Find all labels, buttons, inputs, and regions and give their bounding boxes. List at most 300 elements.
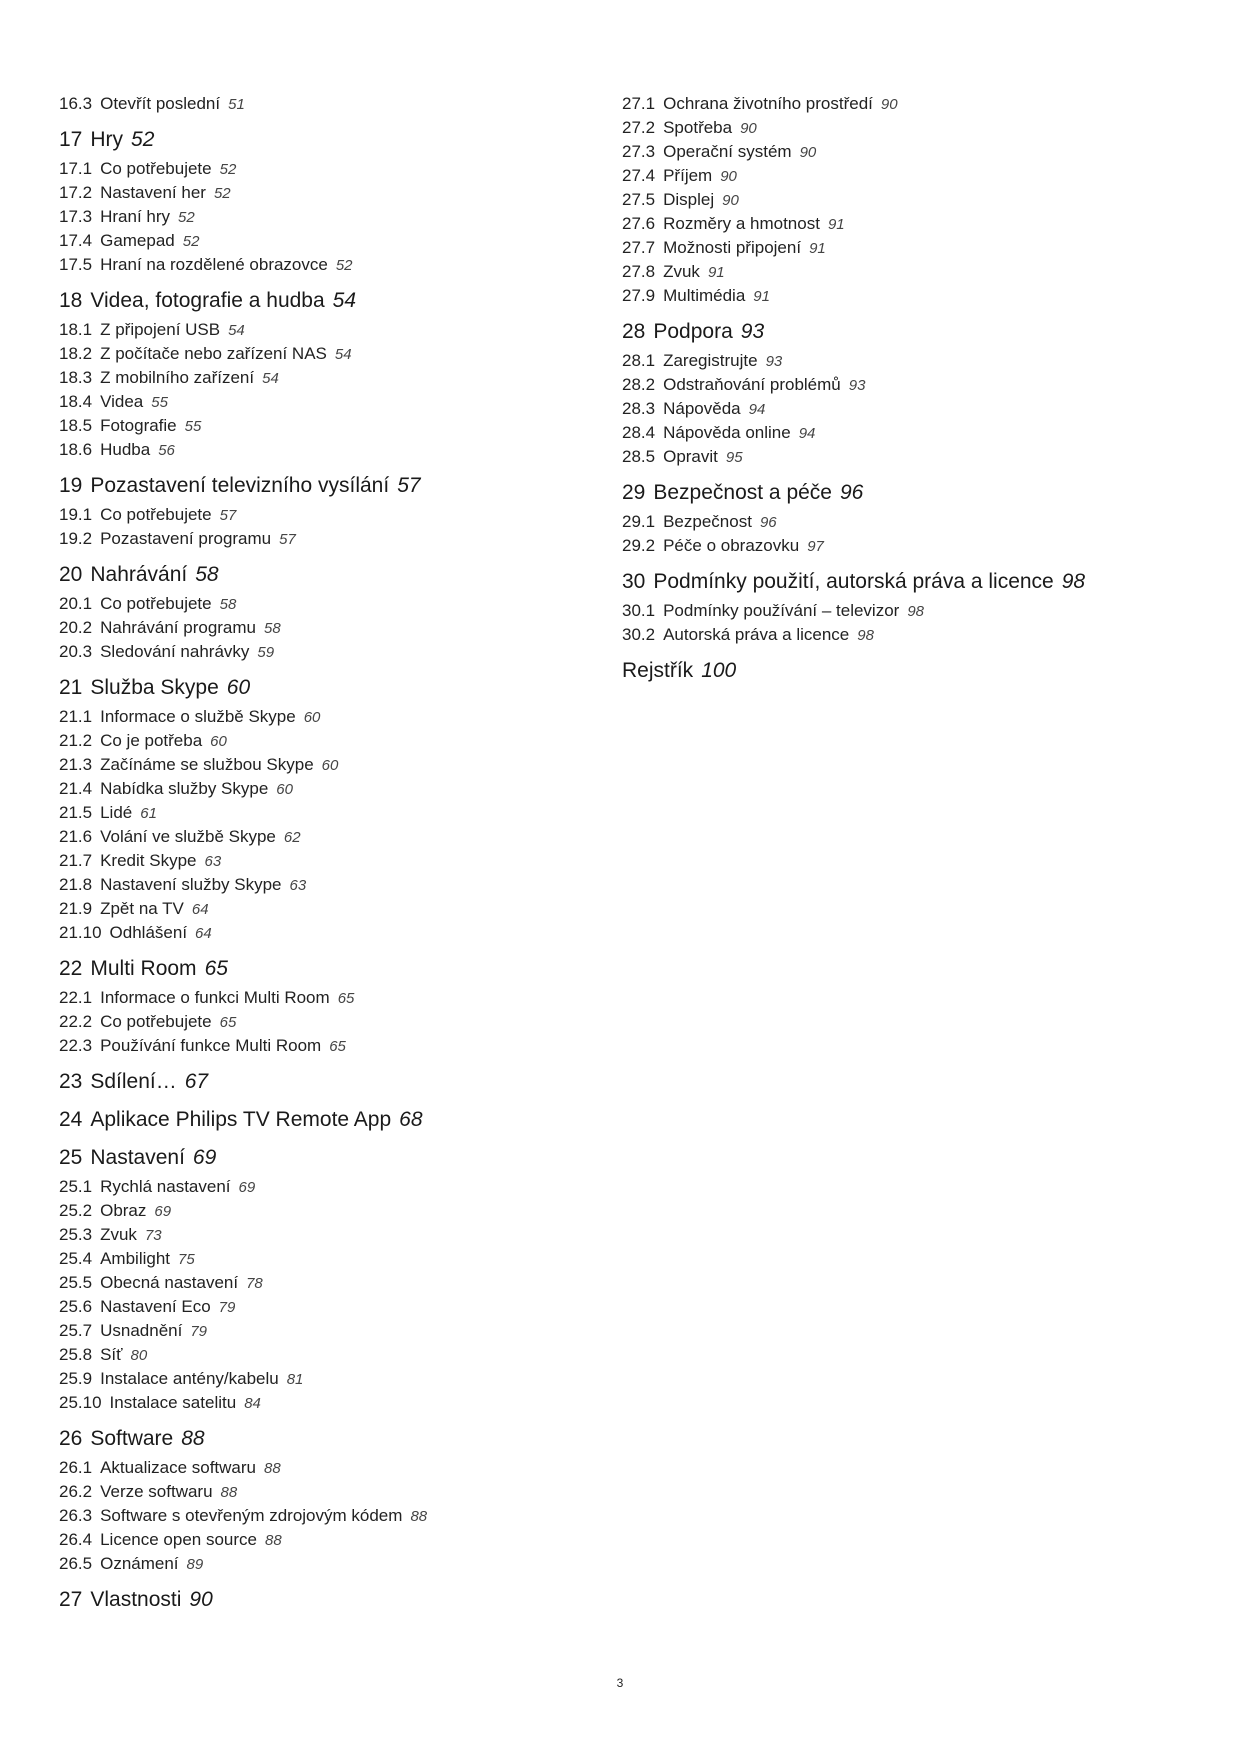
toc-title: Software s otevřeným zdrojovým kódem — [100, 1506, 403, 1525]
toc-number: 30.2 — [622, 625, 656, 644]
toc-number: 25.2 — [59, 1201, 93, 1220]
toc-title: Lidé — [100, 803, 133, 822]
toc-number: 27 — [59, 1588, 83, 1611]
toc-entry[interactable] — [59, 921, 599, 945]
toc-chapter[interactable] — [59, 472, 599, 500]
toc-title: Licence open source — [100, 1530, 257, 1549]
toc-number: 25.9 — [59, 1369, 93, 1388]
toc-chapter[interactable] — [622, 318, 1182, 346]
toc-entry[interactable] — [59, 1319, 599, 1343]
toc-title: Co potřebujete — [100, 159, 212, 178]
toc-title: Hraní na rozdělené obrazovce — [100, 255, 328, 274]
toc-page-number: 91 — [707, 264, 725, 281]
toc-title: Bezpečnost a péče — [653, 481, 832, 504]
toc-entry[interactable] — [59, 705, 599, 729]
toc-title: Odstraňování problémů — [663, 375, 841, 394]
toc-title: Nabídka služby Skype — [100, 779, 269, 798]
toc-page-number: 52 — [182, 233, 200, 250]
toc-entry[interactable] — [59, 1247, 599, 1271]
toc-page-number: 93 — [848, 377, 866, 394]
toc-title: Informace o službě Skype — [100, 707, 296, 726]
toc-page-number: 98 — [1061, 570, 1086, 593]
toc-title: Instalace antény/kabelu — [100, 1369, 279, 1388]
toc-entry[interactable] — [59, 157, 599, 181]
toc-number: 19.2 — [59, 529, 93, 548]
toc-title: Multi Room — [90, 957, 197, 980]
toc-page-number: 94 — [748, 401, 766, 418]
toc-entry[interactable] — [59, 1480, 599, 1504]
toc-page-number: 52 — [219, 161, 237, 178]
toc-page-number: 88 — [181, 1427, 205, 1450]
toc-page-number: 57 — [219, 507, 237, 524]
toc-title: Autorská práva a licence — [663, 625, 850, 644]
toc-number: 21.10 — [59, 923, 102, 942]
toc-chapter[interactable] — [622, 568, 1182, 596]
toc-entry[interactable] — [59, 592, 599, 616]
toc-chapter[interactable] — [59, 1106, 599, 1134]
toc-number: 18.4 — [59, 392, 93, 411]
toc-number: 18.5 — [59, 416, 93, 435]
toc-page-number: 81 — [286, 1371, 304, 1388]
toc-number: 28.5 — [622, 447, 656, 466]
toc-number: 27.2 — [622, 118, 656, 137]
toc-page-number: 58 — [264, 620, 281, 637]
toc-right-column — [622, 92, 1182, 688]
toc-page-number: 65 — [219, 1014, 237, 1031]
toc-chapter[interactable] — [59, 561, 599, 589]
toc-page-number: 60 — [321, 757, 339, 774]
toc-page-number: 73 — [144, 1227, 162, 1244]
toc-title: Vlastnosti — [90, 1588, 182, 1611]
toc-page-number: 65 — [204, 957, 228, 980]
toc-number: 27.5 — [622, 190, 656, 209]
toc-chapter[interactable] — [622, 479, 1182, 507]
toc-number: 18.6 — [59, 440, 93, 459]
toc-entry[interactable] — [59, 229, 599, 253]
toc-number: 24 — [59, 1108, 83, 1131]
toc-page-number: 98 — [857, 627, 874, 644]
toc-title: Odhlášení — [109, 923, 188, 942]
toc-page-number: 64 — [195, 925, 212, 942]
toc-number: 17.4 — [59, 231, 93, 250]
toc-page-number: 51 — [228, 96, 245, 113]
toc-entry[interactable] — [59, 825, 599, 849]
toc-title: Usnadnění — [100, 1321, 183, 1340]
toc-page-number: 88 — [220, 1484, 238, 1501]
toc-page-number: 100 — [701, 659, 737, 682]
toc-number: 26.2 — [59, 1482, 93, 1501]
toc-chapter[interactable] — [59, 674, 599, 702]
toc-page-number: 75 — [178, 1251, 195, 1268]
toc-title: Příjem — [663, 166, 713, 185]
toc-page-number: 94 — [798, 425, 816, 442]
toc-page-number: 54 — [228, 322, 245, 339]
toc-title: Gamepad — [100, 231, 175, 250]
toc-number: 30 — [622, 570, 646, 593]
toc-page-number: 60 — [226, 676, 251, 699]
toc-title: Z připojení USB — [100, 320, 221, 339]
toc-page-number: 59 — [257, 644, 275, 661]
toc-page-number: 88 — [264, 1460, 281, 1477]
toc-entry[interactable] — [59, 897, 599, 921]
toc-entry[interactable] — [622, 599, 1182, 623]
toc-entry[interactable] — [59, 1343, 599, 1367]
toc-title: Zaregistrujte — [663, 351, 758, 370]
toc-page-number: 54 — [262, 370, 279, 387]
toc-page-number: 60 — [210, 733, 227, 750]
toc-page-number: 65 — [337, 990, 355, 1007]
toc-title: Podpora — [653, 320, 733, 343]
toc-page-number: 90 — [720, 168, 737, 185]
toc-entry[interactable] — [59, 1175, 599, 1199]
toc-title: Aplikace Philips TV Remote App — [90, 1108, 392, 1131]
toc-entry[interactable] — [59, 1528, 599, 1552]
toc-number: 17.5 — [59, 255, 93, 274]
toc-number: 29 — [622, 481, 646, 504]
toc-number: 26.3 — [59, 1506, 93, 1525]
toc-page-number: 79 — [218, 1299, 236, 1316]
toc-page-number: 54 — [334, 346, 352, 363]
toc-title: Rejstřík — [622, 659, 694, 682]
toc-title: Sledování nahrávky — [100, 642, 250, 661]
toc-title: Oznámení — [100, 1554, 179, 1573]
toc-number: 27.9 — [622, 286, 656, 305]
toc-page-number: 52 — [178, 209, 195, 226]
toc-title: Hry — [90, 128, 124, 151]
toc-entry[interactable] — [622, 397, 1182, 421]
toc-title: Fotografie — [100, 416, 177, 435]
toc-entry[interactable] — [59, 503, 599, 527]
toc-entry[interactable] — [59, 1010, 599, 1034]
toc-page-number: 64 — [191, 901, 209, 918]
toc-title: Používání funkce Multi Room — [100, 1036, 322, 1055]
toc-title: Nastavení her — [100, 183, 206, 202]
toc-entry[interactable] — [59, 366, 599, 390]
toc-entry[interactable] — [59, 1552, 599, 1576]
toc-title: Zvuk — [100, 1225, 137, 1244]
toc-number: 17 — [59, 128, 83, 151]
toc-number: 27.1 — [622, 94, 656, 113]
toc-title: Začínáme se službou Skype — [100, 755, 314, 774]
toc-title: Zvuk — [663, 262, 700, 281]
toc-number: 20.1 — [59, 594, 93, 613]
toc-title: Verze softwaru — [100, 1482, 213, 1501]
toc-number: 27.8 — [622, 262, 656, 281]
toc-number: 18 — [59, 289, 83, 312]
toc-title: Opravit — [663, 447, 718, 466]
toc-number: 26.5 — [59, 1554, 93, 1573]
toc-entry[interactable] — [59, 438, 599, 462]
toc-chapter[interactable] — [59, 1425, 599, 1453]
toc-number: 19 — [59, 474, 83, 497]
toc-number: 21.4 — [59, 779, 93, 798]
toc-number: 18.1 — [59, 320, 93, 339]
toc-number: 17.2 — [59, 183, 93, 202]
toc-title: Ochrana životního prostředí — [663, 94, 873, 113]
toc-entry[interactable] — [622, 116, 1182, 140]
toc-chapter[interactable] — [59, 1144, 599, 1172]
toc-entry[interactable] — [59, 1504, 599, 1528]
toc-number: 18.2 — [59, 344, 93, 363]
toc-title: Aktualizace softwaru — [100, 1458, 256, 1477]
toc-entry[interactable] — [622, 421, 1182, 445]
toc-entry[interactable] — [622, 92, 1182, 116]
toc-title: Videa — [100, 392, 144, 411]
toc-page-number: 69 — [238, 1179, 256, 1196]
toc-number: 21.3 — [59, 755, 93, 774]
toc-page-number: 91 — [753, 288, 770, 305]
toc-number: 27.4 — [622, 166, 656, 185]
toc-page-number: 90 — [740, 120, 757, 137]
toc-entry[interactable] — [59, 777, 599, 801]
toc-entry[interactable] — [59, 1223, 599, 1247]
toc-number: 21.9 — [59, 899, 93, 918]
toc-page-number: 57 — [397, 474, 421, 497]
toc-page-number: 60 — [276, 781, 293, 798]
toc-title: Síť — [100, 1345, 123, 1364]
page-number: 3 — [616, 1676, 624, 1690]
toc-number: 29.1 — [622, 512, 656, 531]
toc-title: Možnosti připojení — [663, 238, 802, 257]
toc-title: Z počítače nebo zařízení NAS — [100, 344, 327, 363]
toc-page-number: 88 — [264, 1532, 282, 1549]
toc-title: Volání ve službě Skype — [100, 827, 276, 846]
toc-number: 22.2 — [59, 1012, 93, 1031]
toc-number: 19.1 — [59, 505, 93, 524]
toc-number: 26 — [59, 1427, 83, 1450]
toc-number: 25.3 — [59, 1225, 93, 1244]
toc-title: Z mobilního zařízení — [100, 368, 255, 387]
toc-page-number: 65 — [329, 1038, 346, 1055]
toc-page-number: 78 — [246, 1275, 263, 1292]
toc-title: Nastavení služby Skype — [100, 875, 282, 894]
toc-number: 27.6 — [622, 214, 656, 233]
toc-title: Sdílení… — [90, 1070, 177, 1093]
toc-entry[interactable] — [59, 1367, 599, 1391]
toc-entry[interactable] — [622, 212, 1182, 236]
toc-entry[interactable] — [59, 1295, 599, 1319]
toc-number: 21.6 — [59, 827, 93, 846]
toc-chapter[interactable] — [59, 1586, 599, 1614]
toc-page-number: 93 — [740, 320, 765, 343]
toc-number: 30.1 — [622, 601, 656, 620]
toc-entry[interactable] — [622, 623, 1182, 647]
toc-number: 16.3 — [59, 94, 93, 113]
toc-page-number: 56 — [158, 442, 175, 459]
toc-chapter[interactable] — [59, 955, 599, 983]
toc-page-number: 89 — [186, 1556, 204, 1573]
toc-title: Nápověda — [663, 399, 741, 418]
toc-number: 25.8 — [59, 1345, 93, 1364]
toc-title: Bezpečnost — [663, 512, 752, 531]
toc-entry[interactable] — [59, 318, 599, 342]
toc-page-number: 52 — [131, 128, 155, 151]
toc-title: Rychlá nastavení — [100, 1177, 231, 1196]
toc-title: Operační systém — [663, 142, 792, 161]
toc-title: Obecná nastavení — [100, 1273, 239, 1292]
toc-number: 21.7 — [59, 851, 93, 870]
toc-page-number: 90 — [722, 192, 739, 209]
toc-title: Software — [90, 1427, 174, 1450]
toc-entry[interactable] — [59, 849, 599, 873]
toc-number: 23 — [59, 1070, 83, 1093]
toc-page-number: 52 — [213, 185, 231, 202]
toc-entry[interactable] — [59, 181, 599, 205]
toc-title: Nastavení — [90, 1146, 185, 1169]
toc-title: Multimédia — [663, 286, 746, 305]
toc-page-number: 69 — [154, 1203, 172, 1220]
toc-title: Co potřebujete — [100, 594, 212, 613]
toc-entry[interactable] — [622, 140, 1182, 164]
toc-chapter[interactable] — [59, 1068, 599, 1096]
toc-page-number: 95 — [725, 449, 743, 466]
toc-number: 22.1 — [59, 988, 93, 1007]
toc-number: 21.5 — [59, 803, 93, 822]
toc-page-number: 69 — [192, 1146, 217, 1169]
toc-number: 20 — [59, 563, 83, 586]
toc-entry[interactable] — [59, 986, 599, 1010]
toc-number: 21.1 — [59, 707, 93, 726]
toc-number: 26.4 — [59, 1530, 93, 1549]
toc-title: Co potřebujete — [100, 1012, 212, 1031]
toc-entry[interactable] — [59, 753, 599, 777]
toc-title: Kredit Skype — [100, 851, 197, 870]
toc-entry[interactable] — [59, 1271, 599, 1295]
toc-page-number: 68 — [399, 1108, 423, 1131]
toc-chapter[interactable] — [622, 657, 1182, 685]
toc-number: 20.2 — [59, 618, 93, 637]
toc-number: 21.8 — [59, 875, 93, 894]
toc-page-number: 55 — [184, 418, 202, 435]
toc-title: Pozastavení televizního vysílání — [90, 474, 390, 497]
toc-entry[interactable] — [622, 445, 1182, 469]
toc-page-number: 62 — [283, 829, 301, 846]
toc-page-number: 90 — [189, 1588, 213, 1611]
toc-entry[interactable] — [622, 164, 1182, 188]
toc-entry[interactable] — [59, 729, 599, 753]
toc-number: 20.3 — [59, 642, 93, 661]
toc-page-number: 96 — [759, 514, 777, 531]
toc-page-number: 79 — [190, 1323, 208, 1340]
toc-title: Hraní hry — [100, 207, 171, 226]
toc-title: Rozměry a hmotnost — [663, 214, 820, 233]
toc-page-number: 80 — [130, 1347, 148, 1364]
toc-entry[interactable] — [59, 1456, 599, 1480]
toc-number: 28 — [622, 320, 646, 343]
toc-number: 25.7 — [59, 1321, 93, 1340]
toc-entry[interactable] — [622, 236, 1182, 260]
toc-page-number: 96 — [839, 481, 864, 504]
toc-title: Péče o obrazovku — [663, 536, 800, 555]
toc-title: Displej — [663, 190, 715, 209]
toc-entry[interactable] — [622, 510, 1182, 534]
toc-entry[interactable] — [59, 92, 599, 116]
toc-entry[interactable] — [59, 253, 599, 277]
toc-chapter[interactable] — [59, 287, 599, 315]
toc-page-number: 91 — [809, 240, 826, 257]
toc-number: 25.10 — [59, 1393, 102, 1412]
toc-entry[interactable] — [59, 342, 599, 366]
toc-page-number: 60 — [303, 709, 321, 726]
toc-title: Podmínky používání – televizor — [663, 601, 900, 620]
toc-entry[interactable] — [59, 414, 599, 438]
toc-page-number: 93 — [765, 353, 783, 370]
toc-entry[interactable] — [59, 616, 599, 640]
toc-entry[interactable] — [59, 1391, 599, 1415]
toc-entry[interactable] — [59, 205, 599, 229]
toc-page-number: 52 — [335, 257, 353, 274]
toc-entry[interactable] — [59, 390, 599, 414]
toc-page-number: 84 — [244, 1395, 261, 1412]
toc-page-number: 57 — [279, 531, 296, 548]
toc-entry[interactable] — [622, 260, 1182, 284]
toc-number: 25.4 — [59, 1249, 93, 1268]
toc-page-number: 61 — [140, 805, 157, 822]
toc-number: 25 — [59, 1146, 83, 1169]
toc-title: Hudba — [100, 440, 151, 459]
toc-number: 17.3 — [59, 207, 93, 226]
toc-entry[interactable] — [59, 640, 599, 664]
toc-title: Nastavení Eco — [100, 1297, 211, 1316]
toc-title: Co potřebujete — [100, 505, 212, 524]
toc-page-number: 67 — [184, 1070, 209, 1093]
toc-title: Nápověda online — [663, 423, 791, 442]
toc-number: 18.3 — [59, 368, 93, 387]
toc-entry[interactable] — [59, 801, 599, 825]
toc-entry[interactable] — [622, 188, 1182, 212]
toc-title: Otevřít poslední — [100, 94, 221, 113]
toc-title: Instalace satelitu — [109, 1393, 237, 1412]
toc-page-number: 63 — [289, 877, 307, 894]
toc-title: Spotřeba — [663, 118, 733, 137]
toc-chapter[interactable] — [59, 126, 599, 154]
toc-page-number: 58 — [195, 563, 219, 586]
toc-page-number: 91 — [827, 216, 845, 233]
toc-title: Nahrávání programu — [100, 618, 257, 637]
toc-number: 22.3 — [59, 1036, 93, 1055]
toc-title: Obraz — [100, 1201, 147, 1220]
toc-number: 27.7 — [622, 238, 656, 257]
toc-number: 29.2 — [622, 536, 656, 555]
toc-page-number: 90 — [880, 96, 898, 113]
toc-page-number: 90 — [799, 144, 817, 161]
toc-title: Videa, fotografie a hudba — [90, 289, 325, 312]
toc-number: 22 — [59, 957, 83, 980]
toc-page-number: 97 — [807, 538, 824, 555]
toc-page-number: 88 — [410, 1508, 428, 1525]
toc-title: Zpět na TV — [100, 899, 184, 918]
toc-entry[interactable] — [622, 534, 1182, 558]
toc-page-number: 54 — [332, 289, 357, 312]
toc-entry[interactable] — [59, 873, 599, 897]
toc-page-number: 55 — [151, 394, 168, 411]
toc-entry[interactable] — [59, 1199, 599, 1223]
toc-entry[interactable] — [622, 284, 1182, 308]
toc-number: 17.1 — [59, 159, 93, 178]
toc-number: 26.1 — [59, 1458, 93, 1477]
toc-number: 21.2 — [59, 731, 93, 750]
toc-number: 21 — [59, 676, 83, 699]
toc-page-number: 63 — [204, 853, 222, 870]
toc-entry[interactable] — [59, 527, 599, 551]
toc-left-column — [59, 92, 599, 1617]
toc-entry[interactable] — [622, 373, 1182, 397]
toc-entry[interactable] — [622, 349, 1182, 373]
toc-number: 28.2 — [622, 375, 656, 394]
toc-title: Informace o funkci Multi Room — [100, 988, 330, 1007]
toc-title: Podmínky použití, autorská práva a licence — [653, 570, 1054, 593]
toc-entry[interactable] — [59, 1034, 599, 1058]
